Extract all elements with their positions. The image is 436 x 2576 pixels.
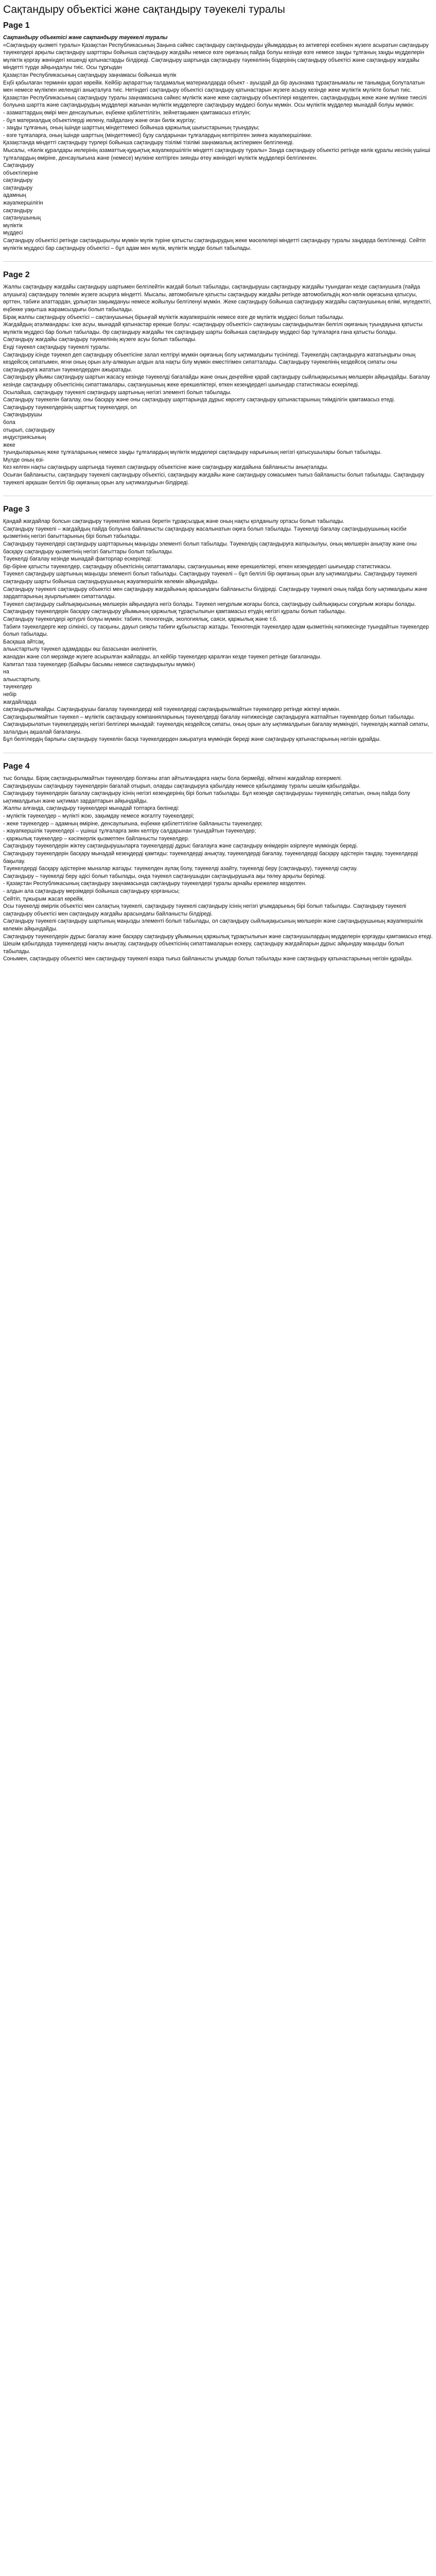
page-divider (3, 261, 433, 262)
page-text: Қандай жағдайлар болсын сақтандыру тәуекеліне мағына беретін тұрақсыздық және оның нақты қолданылу ортасы болып табылады. Сақтандыру тәуекелі – жағдайдың пайда болуына байланысты сақтандыру жасалынатын оқиға болып табылады. Тәуекелді бағалау сақтандырушының кәсіби қызметінің негізгі бағыттарының бірі болып табылады. Сақтандыру тәуекелдері сақтандыру шарттарының маңызды элементі болып табылады. Тәуекелдің сақтандыруға жатқызылуы, оның мөлшерін анықтау және оны басқару сақтандыру қызметінің негізгі бағыттары болып табылады. Тәуекелді бағалау кезінде мынадай факторлар ескеріледі: бір-біріне қатысты тәуекелдер, сақтандыру объектісінің сипаттамалары, сақтанушының жеке ерекшеліктері, өткен кезеңдердегі шығындар статистикасы. Тәуекел сақтандыру шартының маңызды элементі болып табылады. Сақтандыру тәуекелі – бұл белгілі бір оқиғаның орын алу ықтималдығы. Сақтандыру тәуекелі сақтандыру шарты бойынша сақтандырушының жауапкершілік көлемін айқындайды. Сақтандыру тәуекелі сақтандыру объектісі мен сақтандыру жағдайының арасындағы байланысты білдіреді. Сақтандыру тәуекелі оның пайда болу ықтималдығы және зардаптарының ауырлығымен сипатталады. Тәуекел сақтандыру сыйлықақысының мөлшерін айқындауға негіз болады. Тәуекел неғұрлым жоғары болса, сақтандыру сыйлықақысы соғұрлым жоғары болады. Сақтандыру тәуекелдерін басқару сақтандыру ұйымының қаржылық тұрақтылығын қамтамасыз етудің негізгі құралы болып табылады. Сақтандыру тәуекелдері әртүрлі болуы мүмкін: табиғи, техногендік, экологиялық, саяси, қаржылық және т.б. Табиғи тәуекелдерге жер сілкінісі, су тасқыны, дауыл сияқты табиғи құбылыстар жатады. Техногендік тәуекелдер адам қызметінің нәтижесінде туындайтын тәуекелдер болып табылады. Басқаша айтсақ, альыстартылу тәуекел адамдарды өш базасынан әкелінетін, жанадан және сол мерзімде жүзеге асырылған жайларды, ал кейбір тәуекелдер қаралған кезде тәуекел ретінде бағаланады. Капитал таза тәуекелдер (Байыры басымы немесе сақтандырылуы мүмкін) на альыстартылу, тәуекелдер небір жағдайларда сақтандырылмайды. Сақтандырушы бағалау тәуекелдерді кей тәуекелдерді сақтандырылмайтын тәуекелдер ретінде жіктеуі мүмкін. Сақтандырылмайтын тәуекел – мүліктік сақтандыру компанияларының тәуекелдерді бағалау нәтижесінде сақтандыруға жатпайтын тәуекелдер болып табылады. Сақтандырылатын тәуекелдердің негізгі белгілері мынадай: тәуекелдің кездейсоқ сипаты, оның орын алу ықтималдығын бағалау мүмкіндігі, тәуекелдің жаппай сипаты, залалдың ақшалай бағалануы. Бұл белгілердің барлығы сақтандыру тәуекелін басқа тәуекелдерден ажыратуға мүмкіндік береді және сақтандыру қатынастарының негізін құрайды. (3, 518, 429, 743)
page-text: тыс болады. Бірақ сақтандырылмайтын тәуекелдер болғаны атап айтылғандарға нақты бола бермейді, өйткені жағдайлар өзгермелі. Сақтандырушы сақтандыру тәуекелдерін бағалай отырып, оларды сақтандыруға қабылдау немесе қабылдамау туралы шешім қабылдайды. Сақтандыру тәуекелдерін бағалау сақтандыру ісінің негізгі кезеңдерінің бірі болып табылады. Бұл кезеңде сақтандырушы тәуекелдің сипатын, оның пайда болу ықтималдығын және ықтимал зардаптарын айқындайды. Жалпы алғанда, сақтандыру тәуекелдері мынадай топтарға бөлінеді: - мүліктік тәуекелдер – мүлікті жою, зақымдау немесе жоғалту тәуекелдері; - жеке тәуекелдер – адамның өміріне, денсаулығына, еңбекке қабілеттілігіне байланысты тәуекелдер; - жауапкершілік тәуекелдері – үшінші тұлғаларға зиян келтіру салдарынан туындайтын тәуекелдер; - қаржылық тәуекелдер – кәсіпкерлік қызметпен байланысты тәуекелдер. Сақтандыру тәуекелдерін жіктеу сақтандырушыларға тәуекелдерді дұрыс бағалауға және сақтандыру өнімдерін әзірлеуге мүмкіндік береді. Сақтандыру тәуекелдерін басқару мынадай кезеңдерді қамтиды: тәуекелдерді анықтау, тәуекелдерді бағалау, тәуекелдерді басқару әдістерін таңдау, тәуекелдерді бақылау. Тәуекелдерді басқару әдістеріне мыналар жатады: тәуекелден аулақ болу, тәуекелді азайту, тәуекелді беру (сақтандыру), тәуекелді сақтау. Сақтандыру – тәуекелді беру әдісі болып табылады, онда тәуекел сақтанушыдан сақтандырушыға ақы төлеу арқылы беріледі. - Қазақстан Республикасының сақтандыру заңнамасында сақтандыру тәуекелдері туралы арнайы ережелер көзделген. - алдын ала сақтандыру мерзімдері бойынша сақтандыру қорғанысы; Сейтіп, тұжырым жасап көрейік. Осы тәуекелді өмірлік объектісі мен салақтың тәуекелі, сақтандыру тәуекелі сақтандыру ісінің негізгі ұғымдарының бірі болып табылады. Сақтандыру тәуекелі сақтандыру объектісі мен сақтандыру жағдайы арасындағы байланысты білдіреді. Сақтандыру тәуекелі сақтандыру шартының маңызды элементі болып табылады, ол сақтандыру сыйлықақысының мөлшерін және сақтандырушының жауапкершілік көлемін айқындайды. Сақтандыру тәуекелдерін дұрыс бағалау және басқару сақтандыру ұйымының қаржылық тұрақтылығын және сақтанушылардың мүдделерін қорғауды қамтамасыз етеді. Шешім қабылдауда тәуекелдерді нақты анықтау, сақтандыру объектісінің сипаттамаларын ескеру, сақтандыру жағдайларын дұрыс айқындау маңызды болып табылады. Сонымен, сақтандыру объектісі мен сақтандыру тәуекелі өзара тығыз байланысты ұғымдар болып табылады және сақтандыру қатынастарының негізін құрайды. (3, 775, 433, 962)
page-section-4 (3, 761, 433, 963)
page-section-2 (3, 270, 433, 486)
page-text: «Сақтандыру қызметі туралы» Қазақстан Республикасының Заңына сәйкес сақтандыру сақтандыруды ұйымдардың өз активтері есебінен жүзеге асыратын сақтандыру тәуекелдері арқылы сақтандыру шарттары бойынша сақтандыру жағдайы немесе өзге оқиғаның пайда болуы кезінде өзге немесе заңды тұлғаның заңды мүдделерін мүліктік қорғау жөніндегі кешенді қатынастарды білдіреді. Сақтандыру шартында сақтандыру тәуекелінің біздерінің сақтандыру объектісі және сақтандыру жағдайы міндетті түрде айқындалуы тиіс. Осы тұрғыдан Қазақстан Республикасының сақтандыру заңнамасы бойынша мүлік Еңбі қабылаған терминін қарап көрейік. Кейбір ақпараттық-талдамалық материалдарда объект - ауыздай да бір ауызнама тұрақтанымалы не танымдық болуталатын мен немесе мүлікпен иелендігі анықталуға тиіс. Нетіндегі сақтандыру объектісі сақтандыру қатынастарын жүзеге асыру кезінде жеке мүліктік мүлікте болып тиіс. Қазақстан Республикасының сақтандыру туралы заңнамасына сәйкес мүліктік және жеке сақтандыру объектілері көзделген, сақтандырудың жеке және мүлікке тиесілі болуына шартта және сақтандырудың мүдделері жағынан мүліктік мүдделерге сақтандыру мүддесі болуы мүмкін. Осы мүліктік мүдделер мынадай болуы мүмкін: - азаматтардың өмірі мен денсаулығын, еңбекке қабілеттілігін, зейнетақымен қамтамасыз етілуін; - бұл материалдық объектілерді иелену, пайдалану және оған билік жүргізу; - заңды тұлғаның, оның ішінде шарттың міндеттемесі бойынша қаржылық шығыстарының туындауы; - өзге тұлғаларға, оның ішінде шарттың (міндеттемесі) бұзу салдарынан тұлғалардың келтірілген зиянға жауапкершілікке. Қазақстанда міндетті сақтандыру түрлері бойынша сақтандыру тізілімі тізілімі заңнамалық актілермен белгіленеді. Мысалы, «Көлік құралдары иелерінің азаматтық-құқықтық жауапкершілігін міндетті сақтандыру туралы» Заңда сақтандыру объектісі ретінде көлік құралы иесінің үшінші тұлғалардың өміріне, денсаулығына және (немесе) мүлкіне келтірген зиянды өтеу жөніндегі мүліктік мүдделері белгіленген. Сақтандыру объектілеріне сақтандыру сақтандыру адамның жауапкершілігін сақтандыру сақтанушының мүліктік мүддесі Сақтандыру объектісі ретінде сақтандырылуы мүмкін мүлік түріне қатысты сақтандырудың жеке мәселелері міндетті сақтандыру туралы заңдарда белгіленеді. Сейтіп мүліктік мүддесі бар сақтандыру объектісі – бұл адам мен мүлік, мүліктік мүдде болып табылады. (3, 42, 430, 251)
page-heading: Page 2 (3, 270, 30, 280)
page-section-1 (3, 21, 433, 252)
section-subheading: Сақтандыру объектісі және сақтандыру тәуекелі туралы (3, 35, 168, 41)
page-heading: Page 3 (3, 505, 30, 514)
page-text: Жалпы сақтандыру жағдайы сақтандыру шартымен белгілейтін жағдай болып табылады, сақтандырушы сақтандыру жағдайы туындаған кезде сақтанушыға (пайда алушыға) сақтандыру төлемін жүзеге асыруға міндетті. Мысалы, автомобильге қатысты сақтандыру жағдайы ретінде автомобильдің жол-көлік оқиғасына қатысуы, өрттен, табиғи апаттардан, ұрлықтан зақымдануы немесе жойылуы белгіленуі мүмкін. Жеке сақтандыру бойынша сақтандыру жағдайы сақтанушының өлімі, мүгедектігі, еңбекке уақытша жарамсыздығы болып табылады. Бірақ жалпы сақтандыру объектісі – сақтанушының бірыңғай мүліктік жауапкершілік немесе өзге де мүліктік мүддесі болып табылады. Жағдайдың аталмандары: іске асуы, мынадай қатынастар ерекше болуы: «сақтандыру объектісі» сақтанушы сақтандырылған белгілі оқиғаның туындауына қатысты мүліктік мүддесі бар болып табылады. Әр сақтандыру жағдайы тек сақтандыру шарты бойынша сақтандыру мүддесі бар тұлғаларға ғана қатысты болады. Сақтандыру жағдайы сақтандыру тәуекелінің жүзеге асуы болып табылады. Енді тәуекел сақтандыру тәуекелі туралы. Сақтандыру ісінде тәуекел деп сақтандыру объектісіне залал келтіруі мүмкін оқиғаның болу ықтималдығы түсініледі. Тәуекелдің сақтандыруға жататындығы оның кездейсоқ сипатымен, яғни оның орын алу-алмауын алдын ала нақты білу мүмкін еместігімен сипатталады. Сақтандыру тәуекелінің кездейсоқ сипаты оны сақтандыруға жататын тәуекелдерден ажыратады. Сақтандыру ұйымы сақтандыру шартын жасасу кезінде тәуекелді бағалайды және оның деңгейіне қарай сақтандыру сыйлықақысының мөлшерін айқындайды. Бағалау кезінде сақтандыру объектісінің сипаттамалары, сақтанушының жеке ерекшеліктері, өткен кезеңдердегі шығындар статистикасы ескеріледі. Осылайша, сақтандыру тәуекелі сақтандыру шартының негізгі элементі болып табылады. Сақтандыру тәуекелін бағалау, оны басқару және оны сақтандыру шарттарында дұрыс көрсету сақтандыру қатынастарының тиімділігін қамтамасыз етеді. Сақтандыру тәуекелдерінің шарттық тәуекелдері, ол Сақтандырушы бола отырып, сақтандыру индустриясының жеке туындыларының жеке тұлғаларының немесе заңды тұлғалардың мүліктік мүдделері сақтандыру нарығының негізгі қатысушылары болып табылады. Мүлде оның өзі- Кез келген нақты сақтандыру шартында тәуекел сақтандыру объектісіне және сақтандыру жағдайына байланысты анықталады. Осыған байланысты, сақтандыру тәуекелі сақтандыру объектісі, сақтандыру жағдайы және сақтандыру сомасымен тығыз байланысты болып табылады. Сақтандыру тәуекелі әрқашан белгілі бір оқиғаның орын алу ықтималдығын білдіреді. (3, 284, 432, 486)
page-section-3 (3, 504, 433, 743)
page-body (3, 34, 433, 252)
document-title: Сақтандыру объектісі және сақтандыру тәуекелі туралы (3, 4, 285, 15)
document (0, 0, 436, 963)
page-heading: Page 1 (3, 21, 30, 30)
page-heading: Page 4 (3, 762, 30, 771)
